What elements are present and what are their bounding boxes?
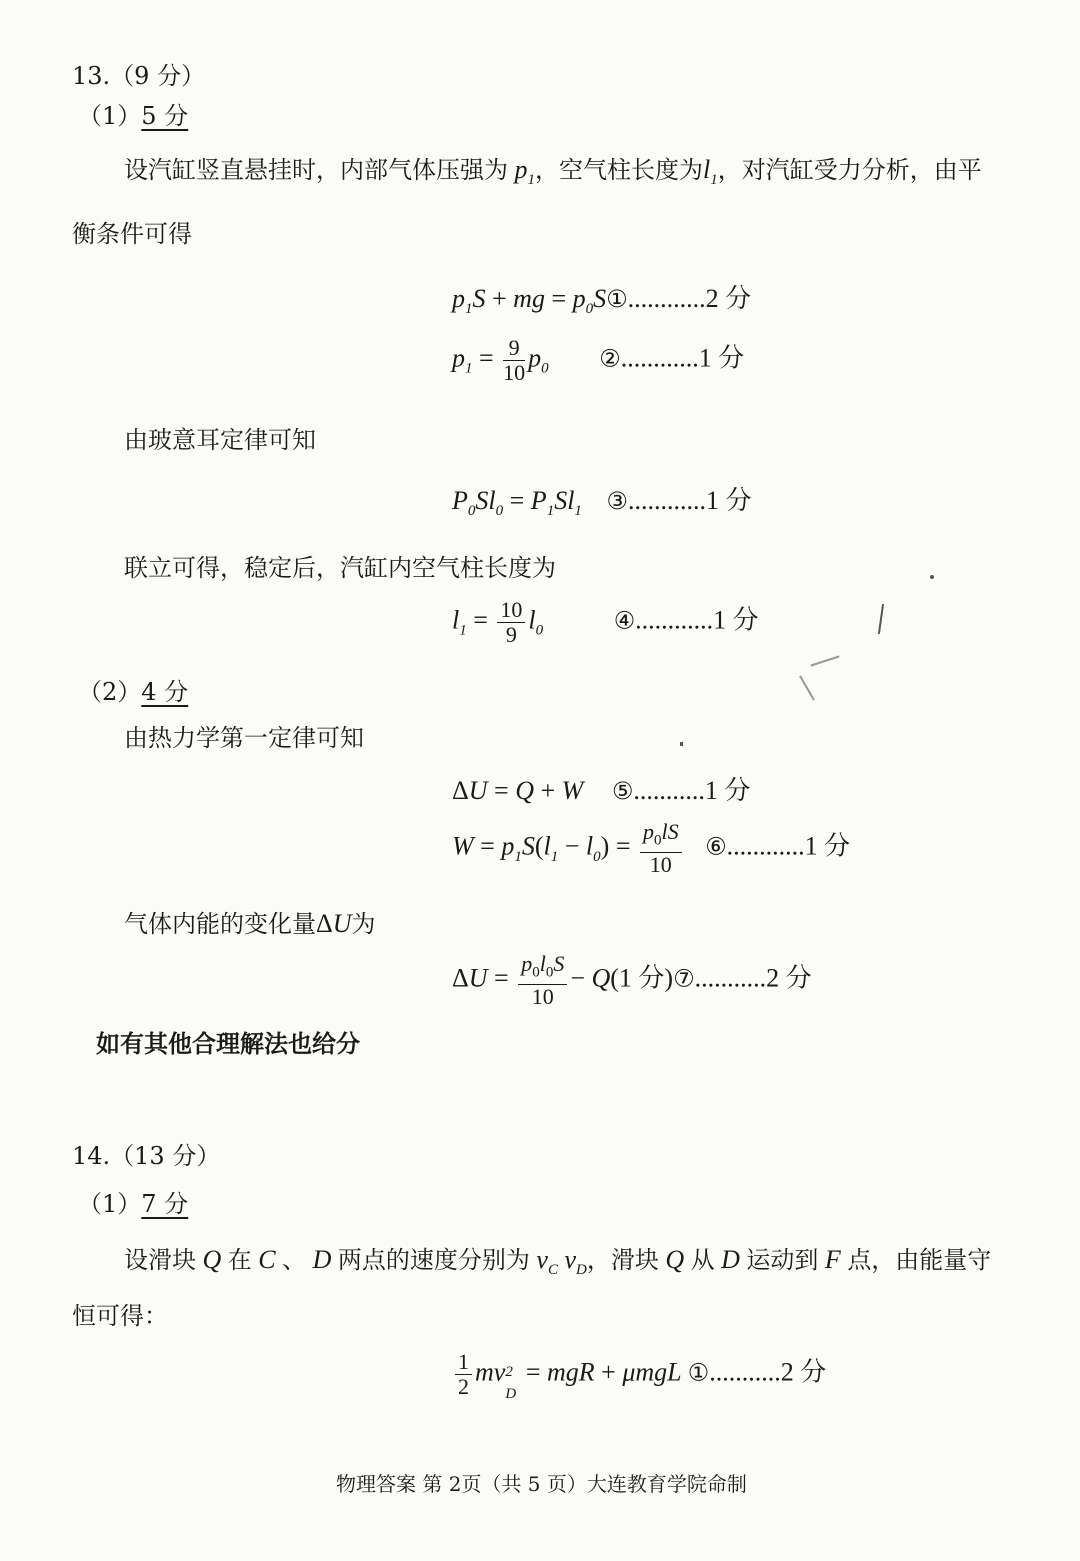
q14-eq1: $\frac{1}{2}$ mv 2 D = mgR + μmgL ①...........2 分	[452, 1350, 826, 1399]
q14-intro: 设滑块 Q 在 C 、 D 两点的速度分别为 $v_C$ $v_D$，滑块 Q 从 D 运动到 F 点，由能量守	[124, 1245, 992, 1279]
q14-part1-label: （1）	[78, 1190, 142, 1218]
page-footer: 物理答案 第 2页（共 5 页）大连教育学院命制	[336, 1472, 747, 1496]
scan-dot-2	[680, 742, 683, 746]
q14-title: 14.（13 分）	[72, 1142, 221, 1170]
q13-combine-text: 联立可得，稳定后，汽缸内空气柱长度为	[124, 554, 556, 582]
q13-du-text: 气体内能的变化量ΔU为	[124, 909, 376, 938]
q13-other-methods: 如有其他合理解法也给分	[96, 1029, 360, 1058]
q13-eq4: $l_1$ = $\frac{10}{9}$ $l_0$ ④............1 分	[452, 597, 759, 647]
q13-boyle-text: 由玻意耳定律可知	[124, 426, 316, 454]
q13-eq3: $P_0Sl_0 = P_1Sl_1$ ③............1 分	[452, 486, 752, 520]
q13-intro: 设汽缸竖直悬挂时，内部气体压强为 $p_1$，空气柱长度为$l_1$，对汽缸受力分析，由平	[124, 155, 982, 189]
q13-eq5: ΔU = Q + W ⑤...........1 分	[452, 776, 751, 805]
q13-part2-score: 4 分	[141, 678, 189, 706]
q14-part1-score: 7 分	[141, 1190, 189, 1218]
q13-title: 13.（9 分）	[72, 62, 206, 90]
scan-scribble-2	[799, 675, 815, 700]
q13-part1-score: 5 分	[141, 102, 189, 130]
q13-eq7: ΔU = $\frac{p_0l_0S}{10}$ − Q(1 分)⑦...........2 分	[452, 951, 812, 1010]
q13-part1-heading	[78, 96, 188, 131]
scan-scribble	[810, 655, 839, 666]
scan-dot	[930, 575, 934, 579]
q13-part2-label: （2）	[78, 678, 142, 706]
q13-part1-label: （1）	[78, 102, 142, 130]
q13-part2-heading	[78, 672, 188, 707]
q13-eq6: $W = p_1S(l_1 - l_0)$ = $\frac{p_0lS}{10}$ ⑥............1 分	[452, 819, 851, 878]
q13-eq2: $p_1$ = $\frac{9}{10}$ $p_0$ ②............1 分	[452, 335, 745, 385]
scan-stroke	[878, 604, 884, 634]
q13-thermo-text: 由热力学第一定律可知	[124, 724, 364, 752]
q13-eq1: $p_1S$ + mg = $p_0S①............2$ 分	[452, 284, 752, 318]
q14-intro-line2: 恒可得：	[72, 1302, 168, 1330]
q14-part1-heading	[78, 1184, 188, 1219]
q13-intro-line2: 衡条件可得	[72, 220, 192, 248]
